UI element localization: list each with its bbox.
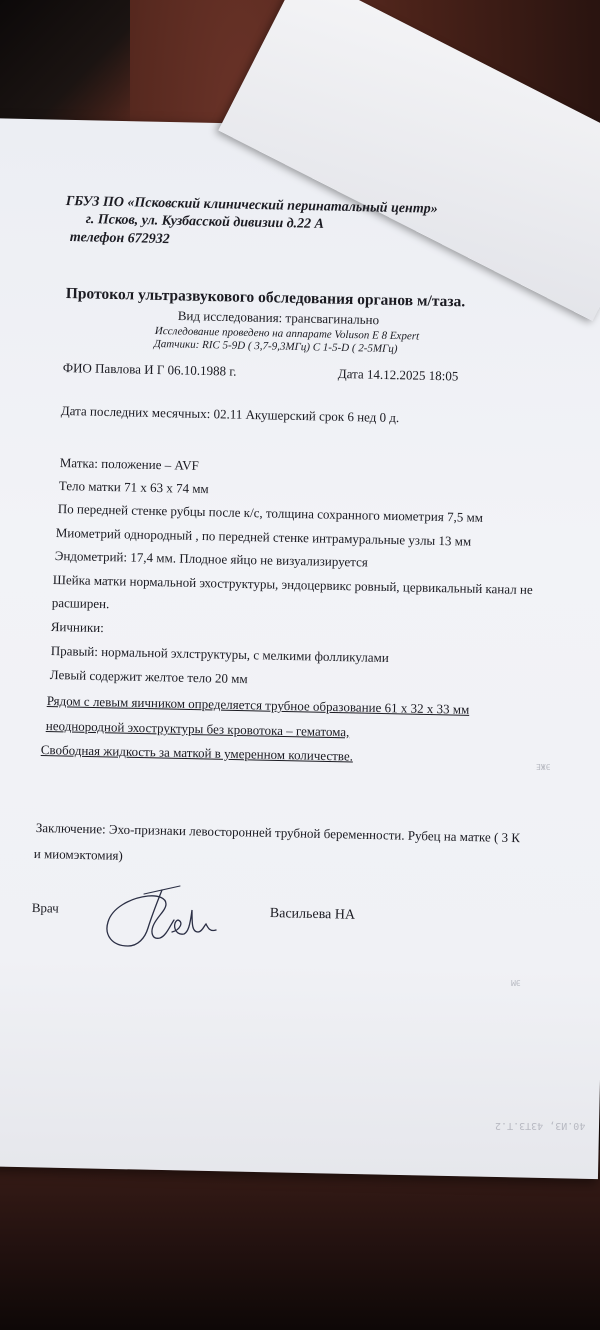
finding-line: Тело матки 71 х 63 х 74 мм: [58, 478, 209, 497]
exam-type: Вид исследования: трансвагинально: [177, 308, 380, 328]
handwritten-signature: [100, 880, 230, 955]
finding-line: По передней стенке рубцы после к/с, толщина сохранного миометрия 7,5 мм: [57, 501, 484, 525]
finding-line: расширен.: [51, 595, 110, 612]
conclusion-line: и миомэктомия): [33, 846, 123, 863]
org-name: ГБУЗ ПО «Псковский клинический перинатальный центр»: [65, 194, 438, 217]
menstrual-info: Дата последних месячных: 02.11 Акушерский срок 6 нед 0 д.: [60, 403, 400, 426]
bleed-through-mark: ЭМ: [511, 978, 521, 987]
doctor-label: Врач: [31, 900, 59, 916]
finding-line: Правый: нормальной эхлструктуры, с мелкими фолликулами: [50, 643, 389, 666]
finding-line: Яичники:: [50, 619, 104, 636]
bleed-through-mark: 40.ИЗ, 43ТЗ.Т.2: [495, 1120, 586, 1131]
finding-line-underlined: неоднородной эхоструктуры без кровотока – гематома,: [45, 718, 350, 740]
sensor-info: Датчики: RIC 5-9D ( 3,7-9,3МГц) C 1-5-D ( 2-5МГц): [153, 337, 398, 356]
patient-fio: ФИО Павлова И Г 06.10.1988 г.: [62, 360, 237, 379]
finding-line: Миометрий однородный , по передней стенке интрамуральные узлы 13 мм: [55, 525, 472, 549]
conclusion-line: Заключение: Эхо-признаки левосторонней трубной беременности. Рубец на матке ( 3 К: [35, 820, 521, 846]
finding-line: Шейка матки нормальной эхоструктуры, эндоцервикс ровный, цервикальный канал не: [52, 572, 533, 598]
bleed-through-mark: ЭЖЕ: [536, 762, 551, 771]
finding-line: Матка: положение – AVF: [59, 455, 199, 473]
doctor-name: Васильева НА: [269, 906, 356, 923]
finding-line: Эндометрий: 17,4 мм. Плодное яйцо не визуализируется: [54, 548, 369, 570]
device-info: Исследование проведено на аппарате Voluson E 8 Expert: [154, 324, 420, 343]
org-phone: телефон 672932: [69, 230, 170, 248]
protocol-title: Протокол ультразвукового обследования органов м/таза.: [65, 285, 466, 311]
org-address: г. Псков, ул. Кузбасской дивизии д.22 А: [85, 212, 325, 232]
finding-line-underlined: Рядом с левым яичником определяется трубное образование 61 х 32 х 33 мм: [46, 693, 470, 717]
finding-line-underlined: Свободная жидкость за маткой в умеренном количестве.: [40, 742, 354, 764]
finding-line: Левый содержит желтое тело 20 мм: [49, 667, 248, 687]
exam-date: Дата 14.12.2025 18:05: [337, 366, 459, 384]
